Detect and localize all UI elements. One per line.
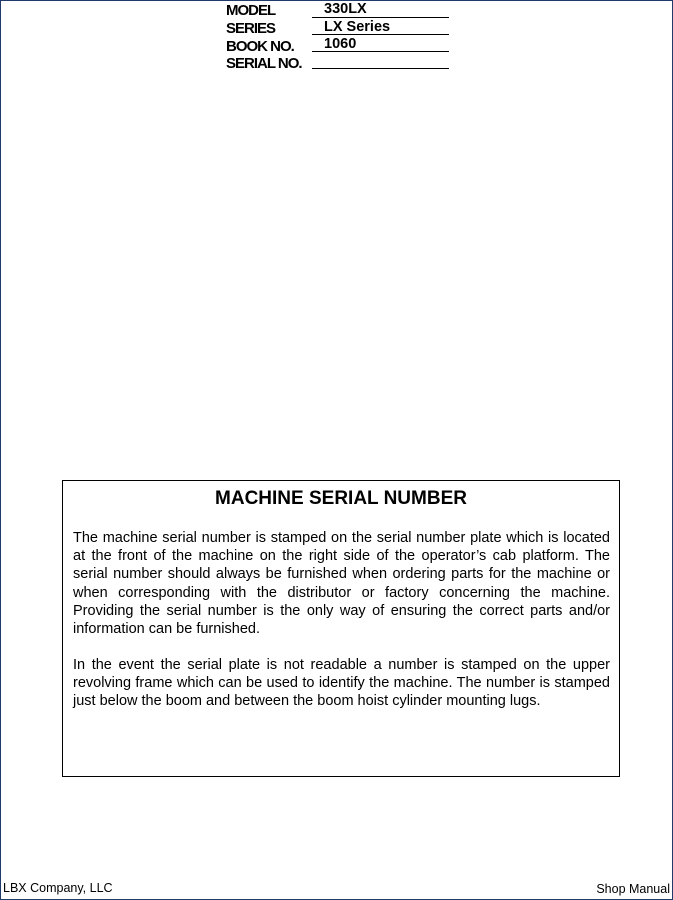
series-value: LX Series bbox=[324, 19, 391, 35]
serial-field bbox=[312, 53, 449, 69]
footer-manual: Shop Manual bbox=[596, 882, 670, 896]
series-field bbox=[312, 19, 449, 35]
series-label: SERIES bbox=[226, 20, 276, 37]
serial-paragraph-1: The machine serial number is stamped on the serial number plate which is located at the front of the machine on the right side of the operator’s cab platform. The serial number should always be furnished when ordering parts for the machine or when corresponding with the distributor or factory concerning the machine. Providing the serial number is the only way of ensuring the correct parts and/or information can be furnished. bbox=[73, 530, 610, 638]
serial-number-box bbox=[62, 480, 620, 777]
footer-company: LBX Company, LLC bbox=[3, 881, 113, 895]
model-value: 330LX bbox=[324, 1, 367, 17]
model-field bbox=[312, 2, 449, 18]
section-title: MACHINE SERIAL NUMBER bbox=[215, 488, 467, 509]
serial-paragraph-2: In the event the serial plate is not readable a number is stamped on the upper revolving frame which can be used to identify the machine. The number is stamped just below the boom and between the boom hoist cylinder mounting lugs. bbox=[73, 657, 610, 710]
book-value: 1060 bbox=[324, 36, 357, 52]
machine-info-block bbox=[226, 2, 456, 78]
model-label: MODEL bbox=[226, 2, 276, 19]
serial-row bbox=[226, 55, 456, 78]
serial-label: SERIAL NO. bbox=[226, 55, 302, 72]
book-label: BOOK NO. bbox=[226, 38, 294, 55]
book-field bbox=[312, 36, 449, 52]
